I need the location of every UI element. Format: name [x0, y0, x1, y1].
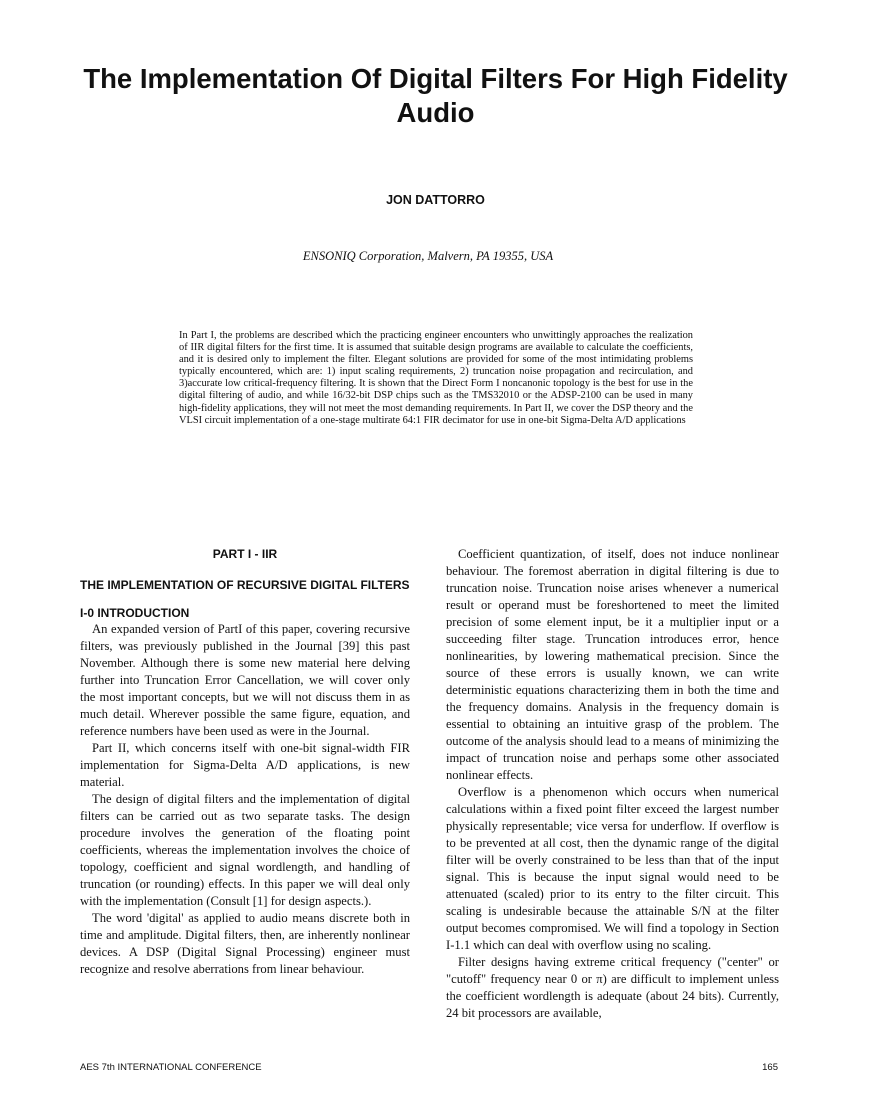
page-number: 165	[762, 1062, 778, 1073]
part-heading: PART I - IIR	[212, 547, 278, 561]
body-paragraph: The design of digital filters and the implementation of digital filters can be carried out as two separate tasks. The design procedure involves the generation of the floating point coefficients, whereas the implementation involves the choice of topology, coefficient and signal wordlength, and handling of truncation (or rounding) effects. In this paper we will deal only with the implementation (Consult [1] for design aspects.).	[80, 792, 410, 908]
footer-conference: AES 7th INTERNATIONAL CONFERENCE	[80, 1062, 262, 1073]
paper-title: The Implementation Of Digital Filters For High Fidelity Audio	[83, 63, 788, 128]
left-column	[80, 546, 410, 978]
body-paragraph: Part II, which concerns itself with one-bit signal-width FIR implementation for Sigma-Delta A/D applications, is new material.	[80, 741, 410, 789]
abstract: In Part I, the problems are described which the practicing engineer encounters who unwittingly approaches the realization of IIR digital filters for the first time. It is assumed that suitable design programs are available to calculate the coefficients, and it is desired only to implement the filter. Elegant solutions are provided for some of the most intimidating problems typically encountered, which are: 1) input scaling requirements, 2) truncation noise propagation and recirculation, and 3)accurate low critical-frequency filtering. It is shown that the Direct Form I noncanonic topology is the best for use in the digital filtering of audio, and while 16/32-bit DSP chips such as the TMS32010 or the ADSP-2100 can be used in many high-fidelity applications, they will not meet the most demanding requirements. In Part II, we cover the DSP theory and the VLSI circuit implementation of a one-stage multirate 64:1 FIR decimator for use in one-bit Sigma-Delta A/D applications	[179, 330, 693, 426]
body-paragraph: The word 'digital' as applied to audio means discrete both in time and amplitude. Digital filters, then, are inherently nonlinear devices. A DSP (Digital Signal Processing) engineer must recognize and resolve aberrations from linear behaviour.	[80, 911, 410, 976]
author-affiliation: ENSONIQ Corporation, Malvern, PA 19355, USA	[302, 249, 554, 263]
section-heading: THE IMPLEMENTATION OF RECURSIVE DIGITAL FILTERS	[80, 578, 410, 592]
body-paragraph: Coefficient quantization, of itself, does not induce nonlinear behaviour. The foremost aberration in digital filtering is due to truncation noise. Truncation noise arises whenever a numerical result or operand must be foreshortened to meet the limited precision of some element input, be it a multiplier input or a succeeding filter stage. Truncation introduces error, hence nonlinearities, by lowering mathematical precision. Since the source of these errors is usually known, we can write deterministic equations characterizing them in both the time and the frequency domains. Analysis in the frequency domain is essential to obtaining an intuitive grasp of the problem. The outcome of the analysis should lead to a means of minimizing the impact of truncation noise and perhaps some other associated nonlinear effects.	[446, 547, 779, 782]
author-name: JON DATTORRO	[386, 193, 485, 207]
subsection-heading: I-0 INTRODUCTION	[80, 606, 190, 620]
right-column	[446, 546, 779, 1022]
body-paragraph: Filter designs having extreme critical frequency ("center" or "cutoff" frequency near 0 or π) are difficult to implement unless the coefficient wordlength is adequate (about 24 bits). Currently, 24 bit processors are available,	[446, 955, 779, 1020]
body-paragraph: Overflow is a phenomenon which occurs when numerical calculations within a fixed point filter exceed the largest number physically representable; vice versa for underflow. If overflow is to be prevented at all cost, then the dynamic range of the digital filter will be overly constrained to be less than that of the input signal. This is because the input signal would need to be attenuated (scaled) prior to its entry to the filter circuit. This scaling is undesirable because the attainable S/N at the filter output becomes compromised. We will find a topology in Section I-1.1 which can deal with overflow using no scaling.	[446, 785, 779, 952]
body-paragraph: An expanded version of PartI of this paper, covering recursive filters, was previously published in the Journal [39] this past November. Although there is some new material here delving further into Truncation Error Cancellation, we will cover only the most important concepts, but we will not discuss them in as much detail. Wherever possible the same figure, equation, and reference numbers have been used as were in the Journal.	[80, 622, 410, 738]
